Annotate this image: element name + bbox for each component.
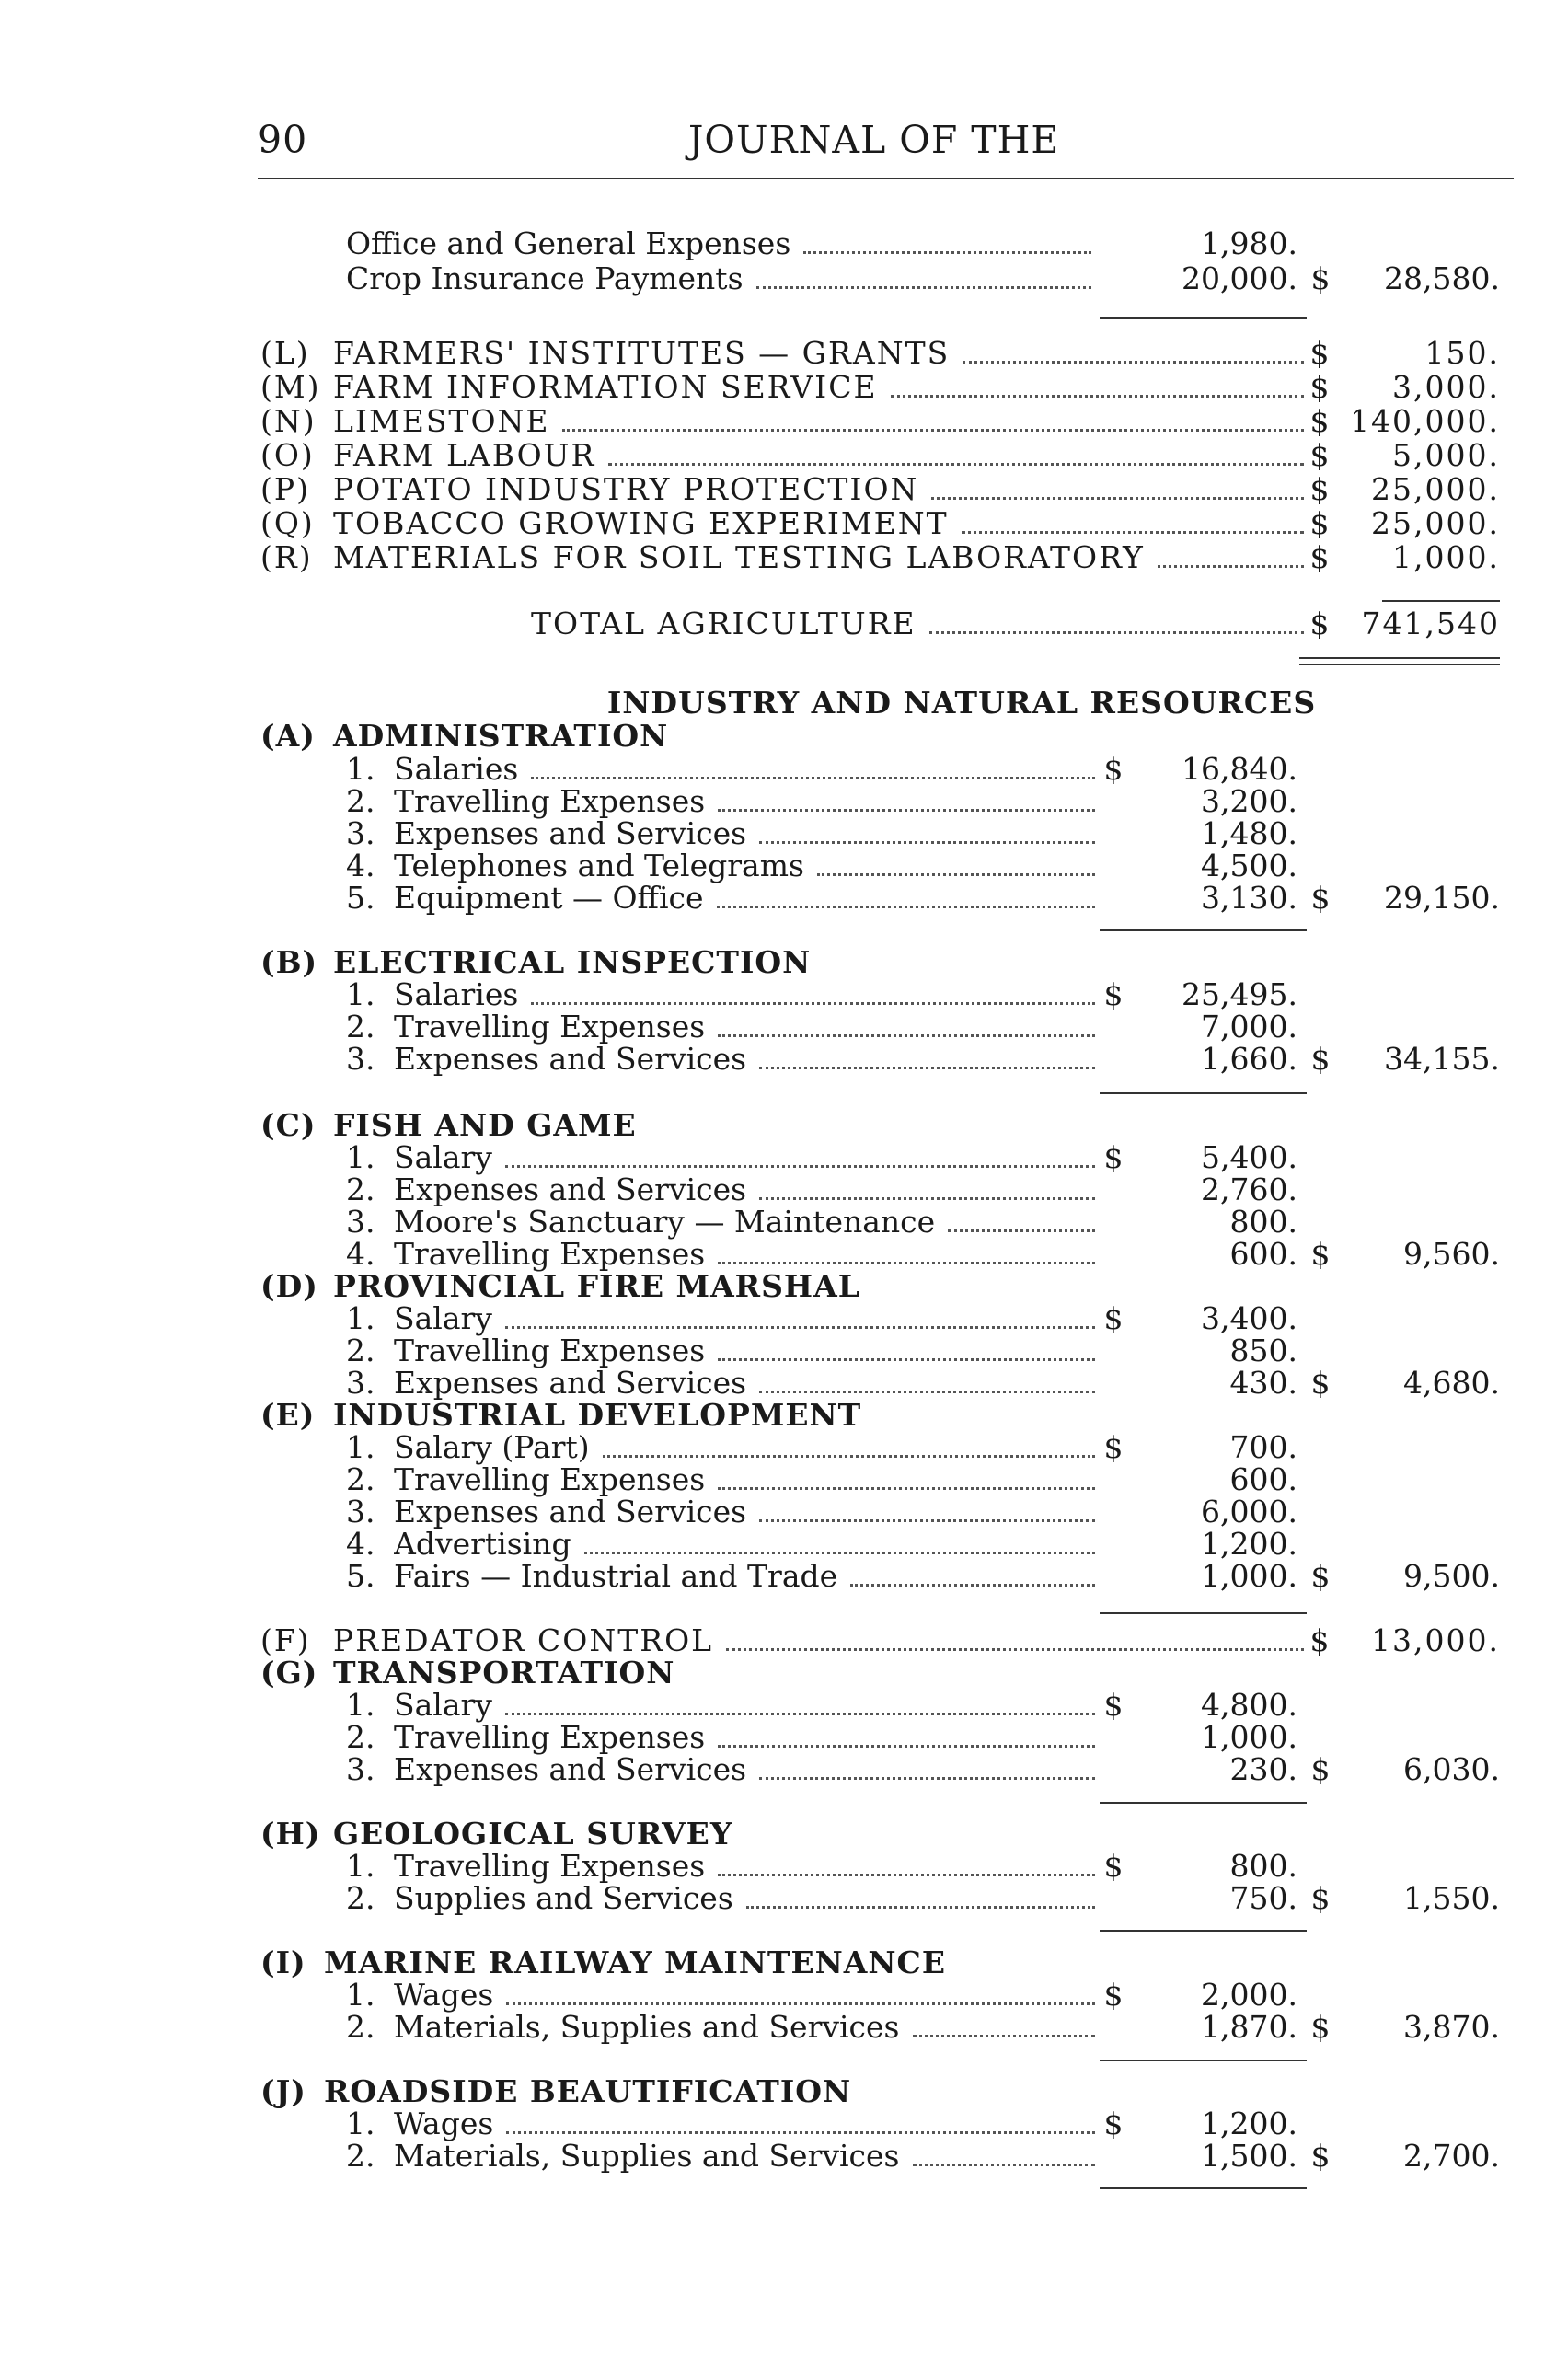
line-item: 2. Travelling Expenses 600. [346,1461,1297,1497]
item-amount: 1,200. [1201,1526,1297,1562]
subtotal-amount: 29,150. [1384,880,1500,916]
dollar-sign: $ [1310,260,1331,296]
line-item: 1. Salary (Part) $ 700. [346,1429,1297,1465]
item-amount: 1,200. [1201,2106,1297,2141]
item-label: Materials, Supplies and Services [394,2011,1095,2045]
subtotal-amount: 9,500. [1403,1558,1500,1594]
item-label: Telephones and Telegrams [394,849,1095,883]
section-title: MARINE RAILWAY MAINTENANCE [324,1945,946,1980]
item-amount: 1,980. [1201,225,1297,261]
subtotal-rule [1100,2187,1307,2189]
running-title: JOURNAL OF THE [688,118,1060,162]
item-label: Expenses and Services [394,1043,1095,1077]
line-item: 2. Supplies and Services 750. $ 1,550. [346,1880,1500,1916]
section-code: (G) [260,1655,318,1691]
line-item: 3. Moore's Sanctuary — Maintenance 800. [346,1204,1297,1240]
section-title-row [0,2075,1568,2108]
item-label: Supplies and Services [394,1882,1095,1916]
item-amount: 1,870. [1201,2009,1297,2045]
line-item: 5. Fairs — Industrial and Trade 1,000. $ 9,500. [346,1558,1500,1594]
double-rule-bottom [1299,664,1500,665]
section-title-row [0,1946,1568,1979]
item-amount: 1,480. [1201,815,1297,851]
vote-label: POTATO INDUSTRY PROTECTION [333,473,1304,507]
line-item: 2. Materials, Supplies and Services 1,870. $ 3,870. [346,2009,1500,2045]
item-label: Equipment — Office [394,882,1095,916]
item-amount: 25,495. [1182,976,1297,1012]
subtotal-rule [1100,1092,1307,1094]
item-label: Salary (Part) [394,1431,1095,1465]
header-rule [258,178,1514,179]
subtotal-amount: 2,700. [1403,2138,1500,2174]
line-item: 3. Expenses and Services 1,480. [346,815,1297,851]
page-number: 90 [258,118,308,162]
item-label: Travelling Expenses [394,1334,1095,1368]
section-code: (P) [260,471,310,507]
section-title-row [0,1399,1568,1432]
item-amount: 750. [1229,1880,1297,1916]
item-label: Moore's Sanctuary — Maintenance [394,1206,1095,1240]
item-amount: 600. [1229,1461,1297,1497]
section-title: INDUSTRIAL DEVELOPMENT [333,1397,862,1433]
vote-label: LIMESTONE [333,405,1304,439]
total-agriculture-line [0,607,1568,641]
total-amount: 741,540 [1361,606,1500,641]
subtotal-amount: 6,030. [1403,1751,1500,1787]
dollar-sign: $ [1310,1236,1331,1272]
dollar-sign: $ [1309,606,1332,641]
line-item: 5. Equipment — Office 3,130. $ 29,150. [346,880,1500,916]
item-label: Wages [394,2107,1095,2141]
item-label: Travelling Expenses [394,1850,1095,1884]
item-label: Travelling Expenses [394,1721,1095,1755]
item-amount: 2,000. [1201,1977,1297,2013]
item-amount: 4,800. [1201,1687,1297,1723]
item-label: Wages [394,1979,1095,2013]
vote-label: FARM LABOUR [333,439,1304,473]
dollar-sign: $ [1103,1300,1124,1336]
line-item: 1. Salaries $ 25,495. [346,976,1297,1012]
line-item: 2. Materials, Supplies and Services 1,500. $ 2,700. [346,2138,1500,2174]
section-title-row [0,1818,1568,1851]
item-amount: 1,500. [1201,2138,1297,2174]
dollar-sign: $ [1310,2009,1331,2045]
dollar-sign: $ [1103,1848,1124,1884]
item-amount: 700. [1229,1429,1297,1465]
item-amount: 7,000. [1201,1009,1297,1045]
line-item: 4. Travelling Expenses 600. $ 9,560. [346,1236,1500,1272]
vote-amount: 3,000. [1392,369,1500,405]
item-amount: 800. [1229,1204,1297,1240]
item-label: Travelling Expenses [394,785,1095,819]
line-item [0,262,1568,295]
item-amount: 800. [1229,1848,1297,1884]
item-label: Salary [394,1141,1095,1175]
dollar-sign: $ [1309,1622,1332,1658]
vote-amount: 13,000. [1371,1622,1500,1658]
subtotal-rule [1100,2060,1307,2061]
subtotal-amount: 34,155. [1384,1041,1500,1077]
line-item: 1. Salary $ 5,400. [346,1139,1297,1175]
dollar-sign: $ [1309,437,1332,473]
subtotal-rule [1100,1930,1307,1932]
vote-amount: 1,000. [1392,539,1500,575]
item-label: Travelling Expenses [394,1238,1095,1272]
section-code: (L) [260,335,310,371]
item-amount: 3,130. [1201,880,1297,916]
item-amount: 3,400. [1201,1300,1297,1336]
dollar-sign: $ [1103,2106,1124,2141]
section-title: ROADSIDE BEAUTIFICATION [324,2073,852,2109]
item-label: Expenses and Services [394,1367,1095,1401]
item-label: Salary [394,1689,1095,1723]
line-item: 2. Expenses and Services 2,760. [346,1171,1297,1207]
dollar-sign: $ [1309,471,1332,507]
line-item: 2. Travelling Expenses 1,000. [346,1719,1297,1755]
item-amount: 430. [1229,1365,1297,1401]
line-item: 4. Advertising 1,200. [346,1526,1297,1562]
vote-line [0,439,1568,472]
section-code: (J) [260,2073,306,2109]
section-code: (I) [260,1945,306,1980]
dollar-sign: $ [1103,1977,1124,2013]
vote-line [0,541,1568,574]
line-item: 3. Expenses and Services 230. $ 6,030. [346,1751,1500,1787]
section-title: PROVINCIAL FIRE MARSHAL [333,1268,860,1304]
item-amount: 4,500. [1201,848,1297,883]
item-amount: 5,400. [1201,1139,1297,1175]
dollar-sign: $ [1310,2138,1331,2174]
section-code: (F) [260,1622,311,1658]
subtotal-rule [1100,317,1307,319]
line-item: 1. Travelling Expenses $ 800. [346,1848,1297,1884]
section-title-row [0,720,1568,753]
section-code: (C) [260,1107,317,1143]
line-item: 1. Salary $ 3,400. [346,1300,1297,1336]
item-amount: 1,000. [1201,1558,1297,1594]
double-rule-top [1299,657,1500,659]
vote-amount: 25,000. [1371,471,1500,507]
section-code: (O) [260,437,315,473]
item-amount: 230. [1229,1751,1297,1787]
vote-amount: 5,000. [1392,437,1500,473]
vote-line [0,405,1568,438]
subtotal-rule [1100,1802,1307,1804]
vote-amount: 25,000. [1371,505,1500,541]
line-item: 1. Wages $ 1,200. [346,2106,1297,2141]
subtotal-amount: 1,550. [1403,1880,1500,1916]
item-amount: 2,760. [1201,1171,1297,1207]
section-heading: INDUSTRY AND NATURAL RESOURCES [606,685,1317,721]
item-label: Expenses and Services [394,1753,1095,1787]
item-label: Crop Insurance Payments [346,262,1091,296]
dollar-sign: $ [1309,505,1332,541]
section-code: (H) [260,1816,321,1852]
vote-label: FARM INFORMATION SERVICE [333,371,1304,405]
item-amount: 1,000. [1201,1719,1297,1755]
subtotal-amount: 9,560. [1403,1236,1500,1272]
item-label: Travelling Expenses [394,1463,1095,1497]
item-amount: 20,000. [1182,260,1297,296]
section-code: (E) [260,1397,316,1433]
section-title-row [0,1109,1568,1142]
subtotal-rule [1100,929,1307,931]
dollar-sign: $ [1310,880,1331,916]
item-label: Expenses and Services [394,817,1095,851]
dollar-sign: $ [1309,369,1332,405]
section-code: (B) [260,944,318,980]
dollar-sign: $ [1310,1558,1331,1594]
item-label: Fairs — Industrial and Trade [394,1560,1095,1594]
dollar-sign: $ [1103,976,1124,1012]
vote-line [0,337,1568,370]
dollar-sign: $ [1103,1429,1124,1465]
item-label: Travelling Expenses [394,1010,1095,1045]
vote-line [0,507,1568,540]
subtotal-amount: 3,870. [1403,2009,1500,2045]
line-item: 2. Travelling Expenses 850. [346,1333,1297,1368]
item-label: Office and General Expenses [346,227,1091,261]
line-item: 1. Salaries $ 16,840. [346,751,1297,787]
section-code: (A) [260,718,316,754]
section-title: GEOLOGICAL SURVEY [333,1816,733,1852]
item-amount: 3,200. [1201,783,1297,819]
subtotal-amount: 4,680. [1403,1365,1500,1401]
item-label: Materials, Supplies and Services [394,2140,1095,2174]
section-title-row [0,946,1568,979]
item-amount: 600. [1229,1236,1297,1272]
item-label: Expenses and Services [394,1495,1095,1529]
item-label: Salary [394,1302,1095,1336]
line-item: 1. Salary $ 4,800. [346,1687,1297,1723]
section-title-row [0,1270,1568,1303]
item-amount: 6,000. [1201,1494,1297,1529]
item-label: Salaries [394,978,1095,1012]
vote-line [0,473,1568,506]
section-code: (D) [260,1268,318,1304]
dollar-sign: $ [1309,335,1332,371]
subtotal-rule [1100,1612,1307,1614]
line-item: 1. Wages $ 2,000. [346,1977,1297,2013]
item-label: Advertising [394,1528,1095,1562]
section-title-row [0,1656,1568,1690]
vote-amount: 140,000. [1350,403,1500,439]
vote-label: FARMERS' INSTITUTES — GRANTS [333,337,1304,371]
section-code: (Q) [260,505,315,541]
item-amount: 850. [1229,1333,1297,1368]
item-label: Expenses and Services [394,1173,1095,1207]
item-amount: 1,660. [1201,1041,1297,1077]
section-title: ADMINISTRATION [333,718,669,754]
line-item: 3. Expenses and Services 6,000. [346,1494,1297,1529]
dollar-sign: $ [1310,1880,1331,1916]
vote-line [0,371,1568,404]
section-title: TRANSPORTATION [333,1655,675,1691]
dollar-sign: $ [1310,1041,1331,1077]
section-code: (R) [260,539,313,575]
dollar-sign: $ [1309,403,1332,439]
item-amount: 16,840. [1182,751,1297,787]
line-item [0,227,1568,260]
vote-label: PREDATOR CONTROL [333,1624,1304,1658]
vote-label: TOBACCO GROWING EXPERIMENT [333,507,1304,541]
vote-line [0,1624,1568,1657]
item-label: Salaries [394,753,1095,787]
dollar-sign: $ [1310,1365,1331,1401]
line-item: 3. Expenses and Services 430. $ 4,680. [346,1365,1500,1401]
line-item: 2. Travelling Expenses 7,000. [346,1009,1297,1045]
dollar-sign: $ [1103,1687,1124,1723]
line-item: 4. Telephones and Telegrams 4,500. [346,848,1297,883]
vote-amount: 150. [1424,335,1500,371]
section-code: (N) [260,403,317,439]
dollar-sign: $ [1309,539,1332,575]
dollar-sign: $ [1310,1751,1331,1787]
line-item: 3. Expenses and Services 1,660. $ 34,155. [346,1041,1500,1077]
section-code: (M) [260,369,321,405]
section-title: ELECTRICAL INSPECTION [333,944,812,980]
total-rule [1382,600,1500,602]
line-item: 2. Travelling Expenses 3,200. [346,783,1297,819]
dollar-sign: $ [1103,1139,1124,1175]
section-title: FISH AND GAME [333,1107,637,1143]
total-label: TOTAL AGRICULTURE [531,607,1304,641]
dollar-sign: $ [1103,751,1124,787]
subtotal-amount: 28,580. [1384,260,1500,296]
vote-label: MATERIALS FOR SOIL TESTING LABORATORY [333,541,1304,575]
